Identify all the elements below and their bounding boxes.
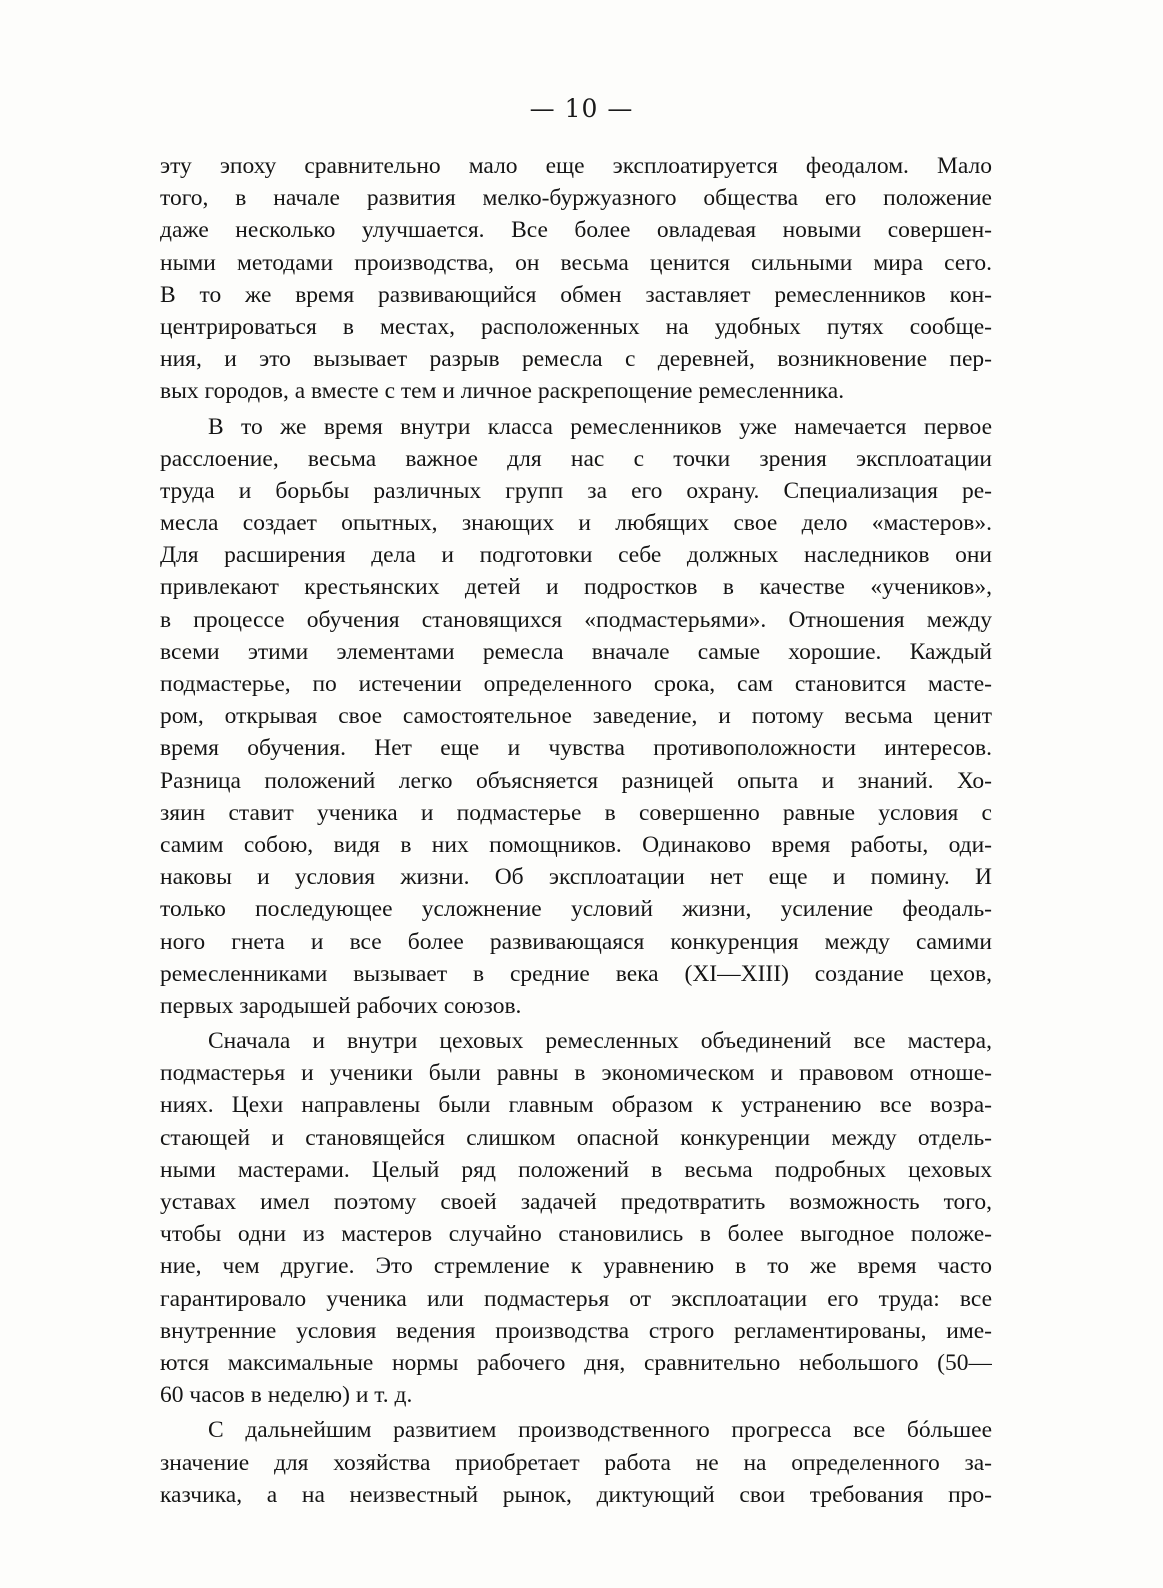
text-line: внутренние условия ведения производства строго регламентированы, име- [160, 1317, 992, 1344]
text-line: ремесленниками вызывает в средние века (XI—XIII) создание цехов, [160, 960, 992, 987]
paragraph-3 [160, 1025, 992, 1411]
text-line: расслоение, весьма важное для нас с точки зрения эксплоатации [160, 445, 992, 472]
text-line: первых зародышей рабочих союзов. [160, 992, 522, 1019]
text-line: В то же время развивающийся обмен заставляет ремесленников кон- [160, 281, 992, 308]
text-line: Для расширения дела и подготовки себе должных наследников они [160, 542, 992, 569]
text-line: только последующее усложнение условий жизни, усиление феодаль- [160, 896, 992, 923]
text-line: Разница положений легко объясняется разницей опыта и знаний. Хо- [160, 767, 992, 794]
text-line: 60 часов в неделю) и т. д. [160, 1382, 413, 1409]
text-line: центрироваться в местах, расположенных на удобных путях сообще- [160, 313, 992, 340]
paragraph-4 [160, 1414, 992, 1511]
text-line: ние, чем другие. Это стремление к уравнению в то же время часто [160, 1253, 992, 1280]
page-number: — 10 — [529, 94, 634, 123]
text-line: вых городов, а вместе с тем и личное раскрепощение ремесленника. [160, 378, 845, 405]
text-line: в процессе обучения становящихся «подмастерьями». Отношения между [160, 606, 992, 633]
text-line: ными мастерами. Целый ряд положений в весьма подробных цеховых [160, 1156, 992, 1183]
text-line: ром, открывая свое самостоятельное заведение, и потому весьма ценит [160, 703, 992, 730]
text-line: ными методами производства, он весьма ценится сильными мира сего. [160, 249, 992, 276]
text-line: подмастерье, по истечении определенного срока, сам становится масте- [160, 671, 992, 697]
paragraph-2 [160, 411, 992, 1023]
text-line: значение для хозяйства приобретает работа не на определенного за- [160, 1449, 992, 1476]
text-line: В то же время внутри класса ремесленников уже намечается первое [208, 413, 992, 440]
text-line: уставах имел поэтому своей задачей предотвратить возможность того, [160, 1189, 992, 1215]
text-line: гарантировало ученика или подмастерья от эксплоатации его труда: все [160, 1285, 992, 1312]
text-line: наковы и условия жизни. Об эксплоатации нет еще и помину. И [160, 864, 992, 891]
text-line: эту эпоху сравнительно мало еще эксплоатируется феодалом. Мало [160, 153, 992, 179]
paragraph-1 [160, 150, 992, 408]
text-line: ного гнета и все более развивающаяся конкуренция между самими [160, 928, 992, 955]
text-line: всеми этими элементами ремесла вначале самые хорошие. Каждый [160, 638, 992, 665]
text-line: зяин ставит ученика и подмастерье в совершенно равные условия с [160, 799, 992, 826]
text-line: ниях. Цехи направлены были главным образом к устранению все возра- [160, 1092, 992, 1119]
text-line: даже несколько улучшается. Все более овладевая новыми совершен- [160, 217, 992, 244]
text-line: ния, и это вызывает разрыв ремесла с деревней, возникновение пер- [160, 346, 992, 373]
text-line: время обучения. Нет еще и чувства противоположности интересов. [160, 735, 992, 762]
text-line: труда и борьбы различных групп за его охрану. Специализация ре- [160, 477, 992, 504]
text-line: казчика, а на неизвестный рынок, диктующий свои требования про- [160, 1481, 992, 1508]
text-line: месла создает опытных, знающих и любящих свое дело «мастеров». [160, 510, 992, 537]
body-text [160, 150, 992, 1511]
text-line: С дальнейшим развитием производственного прогресса все бóльшее [208, 1417, 992, 1444]
text-line: того, в начале развития мелко-буржуазного общества его положение [160, 185, 992, 212]
text-line: ются максимальные нормы рабочего дня, сравнительно небольшого (50— [160, 1349, 992, 1376]
text-line: чтобы одни из мастеров случайно становились в более выгодное положе- [160, 1221, 992, 1248]
text-line: привлекают крестьянских детей и подростков в качестве «учеников», [160, 574, 992, 601]
text-line: Сначала и внутри цеховых ремесленных объединений все мастера, [208, 1028, 992, 1055]
text-line: подмастерья и ученики были равны в экономическом и правовом отноше- [160, 1060, 992, 1087]
text-line: самим собою, видя в них помощников. Одинаково время работы, оди- [160, 831, 992, 858]
text-line: стающей и становящейся слишком опасной конкуренции между отдель- [160, 1124, 992, 1151]
